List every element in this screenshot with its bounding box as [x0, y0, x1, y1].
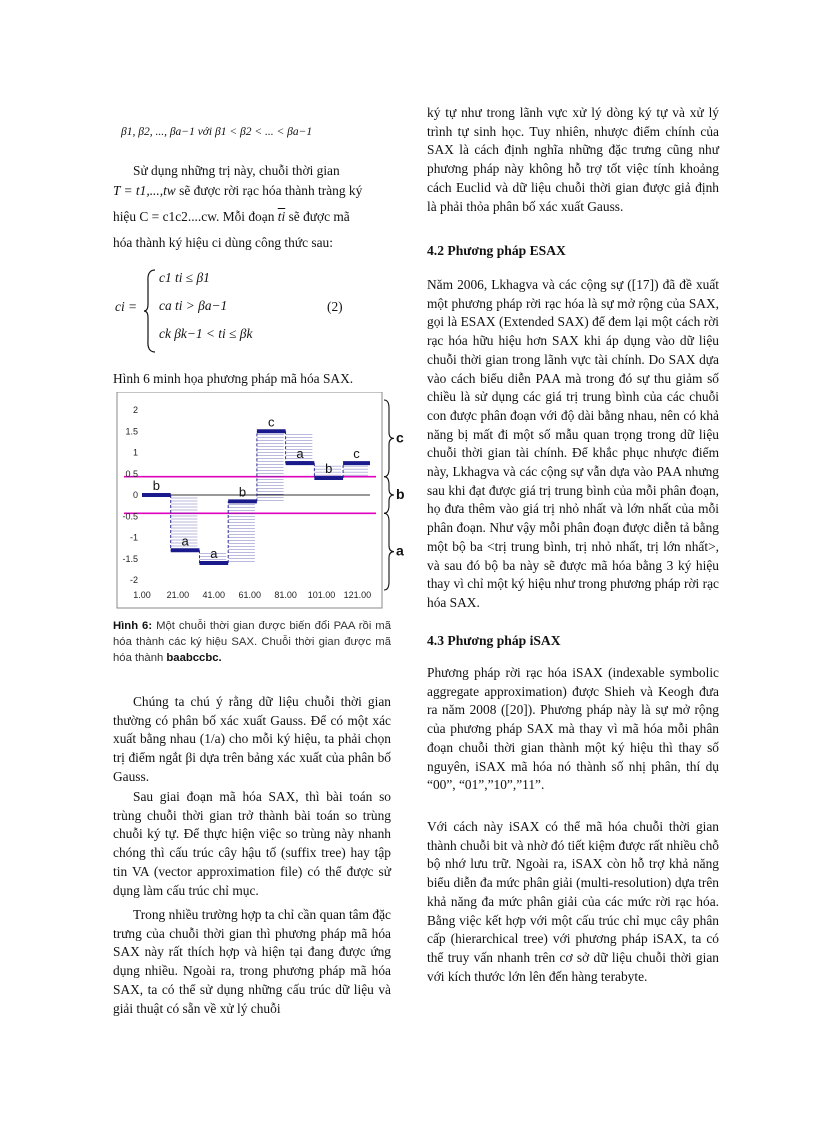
paragraph: Với cách này iSAX có thể mã hóa chuỗi thời gian thành chuỗi bit và nhờ đó tiết kiệm được rất nhiều chỗ bộ nhớ lưu trữ. Ngoài ra, iSAX còn hỗ trợ khả năng biểu diễn đa mức phân giải (multi-resolution) dựa trên khả năng đa mức phân giải của các mức rời rạc hóa. Bằng việc kết hợp với một cấu trúc chỉ mục cây phân cấp (hierarchical tree) với phương pháp iSAX, ta có thể truy vấn nhanh trên cơ sở dữ liệu chuỗi thời gian với kích thước lớn lên đến hàng terabyte. [427, 819, 719, 984]
y-tick-label: 2 [132, 405, 138, 415]
x-tick-label: 81.00 [274, 590, 297, 600]
figure-caption [113, 618, 391, 666]
paragraph: Sử dụng những trị này, chuỗi thời gian [133, 163, 340, 178]
sax-symbol-label: a [210, 546, 218, 561]
caption-code: baabccbc. [166, 652, 222, 664]
section-heading: 4.2 Phương pháp ESAX [427, 243, 566, 258]
region-brace [384, 513, 394, 590]
sax-symbol-label: a [181, 533, 189, 549]
formula-inline: T = t1,...,tw [113, 183, 176, 198]
x-tick-label: 101.00 [307, 590, 336, 600]
y-tick-label: -1.5 [122, 553, 138, 564]
caption-text: Một chuỗi thời gian được biến đổi PAA rồi mã hóa thành các ký hiệu SAX. Chuỗi thời gian được mã hóa thành [113, 620, 391, 664]
sax-symbol-label: c [353, 446, 360, 462]
x-tick-label: 61.00 [238, 590, 261, 600]
equation-case: c1 ti ≤ β1 [159, 270, 210, 285]
brace-icon [143, 268, 157, 354]
sax-symbol-label: b [238, 484, 247, 500]
region-label: a [396, 542, 404, 559]
caption-label: Hình 6: [113, 620, 153, 632]
sax-symbol-label: b [152, 478, 160, 493]
beta-formula: β1, β2, ..., βa−1 với β1 < β2 < ... < βa−1 [121, 126, 313, 138]
sax-symbol-label: b [325, 461, 333, 476]
figure-intro: Hình 6 minh họa phương pháp mã hóa SAX. [113, 371, 354, 386]
paragraph: Chúng ta chú ý rằng dữ liệu chuỗi thời gian thường có phân bố xác xuất Gauss. Để có một xác xuất bằng nhau (1/a) cho mỗi ký hiệu, ta phải chọn trị điểm ngắt βi dựa trên bảng xác xuất của phân bố Gauss. [113, 694, 391, 784]
equation-lhs: ci = [115, 299, 138, 314]
paragraph: hóa thành ký hiệu ci dùng công thức sau: [113, 235, 333, 250]
x-tick-label: 41.00 [202, 590, 226, 600]
paragraph: ký tự như trong lãnh vực xử lý dòng ký tự và xử lý trình tự sinh học. Tuy nhiên, nhược điểm chính của SAX là cách định nghĩa những đặc trưng cũng như phương pháp này không hỗ trợ tốt việc tính khoảng cách Euclid và dữ liệu chuỗi thời gian được giả định là phải thỏa phân bố xác xuất Gauss. [427, 105, 719, 214]
x-tick-label: 21.00 [166, 590, 190, 600]
paragraph: Năm 2006, Lkhagva và các cộng sự ([17]) đã đề xuất một phương pháp rời rạc hóa là sự mở rộng của SAX, gọi là ESAX (Extended SAX) để đem lại một cách rời rạc hóa hữu hiệu hơn SAX khi áp dụng vào dữ liệu chuỗi thời gian trong lãnh vực tài chính. Do SAX dựa vào cách biểu diễn PAA mà trong đó sự thu giảm số chiều là sử dụng các giá trị trung bình của các chuỗi con được phân đoạn với độ dài bằng nhau, nên có khả năng bị mất đi một số mẫu quan trọng trong dữ liệu chuỗi thời gian tài chính. Để khắc phục nhược điểm này, Lkhagva và các cộng sự vẫn dựa vào PAA nhưng sau khi đạt được giá trị trung bình của mỗi phân đoạn, họ đưa thêm vào giá trị nhỏ nhất và lớn nhất của mỗi phân đoạn. Như vậy mỗi phân đoạn được diễn tả bằng một bộ ba <trị trung bình, trị nhỏ nhất, trị lớn nhất>, và sau đó bộ ba này sẽ được mã hóa bằng 3 ký hiệu thay vì chỉ một ký hiệu như trong phương pháp rời rạc hóa SAX. [427, 277, 719, 610]
region-label: c [396, 429, 404, 446]
section-heading: 4.3 Phương pháp iSAX [427, 633, 561, 648]
y-tick-label: -1 [129, 532, 138, 543]
equation-case: ca ti > βa−1 [159, 298, 228, 313]
paragraph: T = t1,...,tw sẽ được rời rạc hóa thành tràng ký [113, 183, 363, 198]
region-label: b [396, 486, 405, 502]
equation-number: (2) [327, 299, 343, 314]
x-tick-label: 121.00 [343, 590, 372, 600]
y-tick-label: 1 [132, 447, 138, 458]
y-tick-label: 0.5 [125, 468, 138, 479]
region-brace [384, 477, 394, 514]
sax-symbol-label: c [268, 414, 275, 430]
paragraph: hiệu C = c1c2....cw. Mỗi đoạn $\overline{ti}$ sẽ được mã [113, 209, 350, 224]
x-tick-label: 1.00 [133, 590, 151, 600]
y-tick-label: 0 [132, 490, 138, 500]
paragraph: Sau giai đoạn mã hóa SAX, thì bài toán so trùng chuỗi thời gian trở thành bài toán so trùng chuỗi ký tự. Để thực hiện việc so trùng này nhanh chóng thì cấu trúc cây hậu tố (suffix tree) hay tập tin VA (vector approximation file) có thể được sử dụng làm cấu trúc chỉ mục. [113, 789, 391, 898]
paragraph: Trong nhiều trường hợp ta chỉ cần quan tâm đặc trưng của chuỗi thời gian thì phương pháp mã hóa SAX này rất thích hợp và hiện tại đang được ứng dụng nhiều. Ngoài ra, trong phương pháp mã hóa SAX, ta có thể sử dụng những cấu trúc dữ liệu và giải thuật có sẵn về xử lý chuỗi [113, 907, 391, 1016]
paragraph: Phương pháp rời rạc hóa iSAX (indexable symbolic aggregate approximation) được Shieh và Keogh đưa ra năm 2008 ([20]). Phương pháp này là sự mở rộng của phương pháp SAX mà thay vì mã hóa mỗi phân đoạn chuỗi thời gian thành một ký hiệu thì thay số nguyên, iSAX mã hóa nó thành số nhị phân, thí dụ “00”, “01”,”10”,”11”. [427, 665, 719, 793]
y-tick-label: 1.5 [125, 426, 138, 437]
y-tick-label: -0.5 [122, 511, 138, 522]
equation-case: ck βk−1 < ti ≤ βk [159, 326, 253, 341]
y-tick-label: -2 [129, 575, 138, 585]
region-brace [384, 400, 394, 477]
sax-symbol-label: a [296, 446, 304, 462]
sax-chart [112, 392, 408, 612]
